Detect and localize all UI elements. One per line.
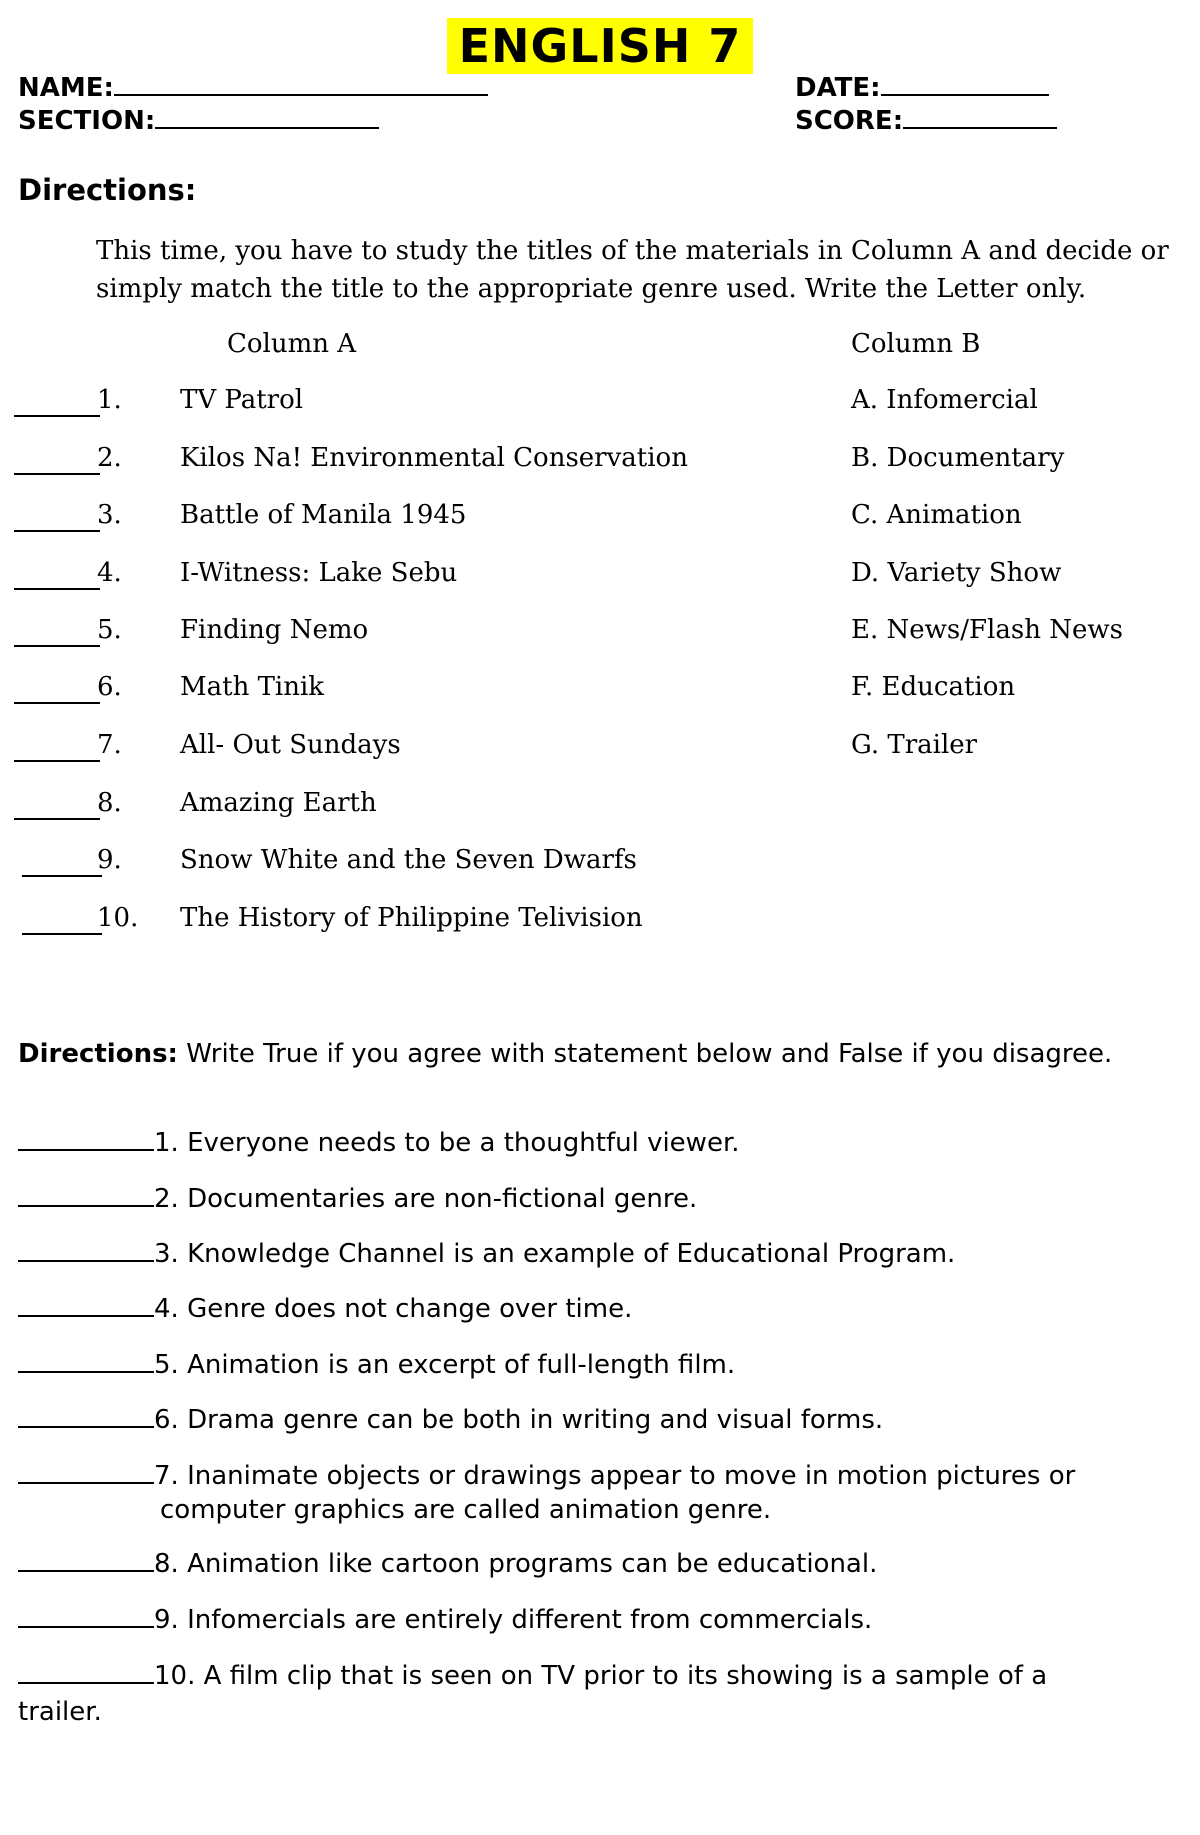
directions-text: This time, you have to study the titles of the materials in Column A and decide or simply match the title to the appropriate genre used. Write the Letter only. — [96, 236, 1169, 304]
answer-blank[interactable] — [14, 530, 100, 532]
answer-blank[interactable] — [18, 1658, 154, 1684]
true-false-item — [18, 1546, 1178, 1581]
matching-row — [0, 500, 1200, 540]
worksheet-title: ENGLISH 7 — [447, 18, 754, 74]
statement-text: 3. Knowledge Channel is an example of Educational Program. — [154, 1239, 956, 1269]
statement-continuation: trailer. — [18, 1697, 102, 1727]
item-number: 4. — [97, 558, 122, 588]
item-title: Snow White and the Seven Dwarfs — [180, 845, 637, 875]
answer-blank[interactable] — [18, 1125, 154, 1151]
item-number: 3. — [97, 500, 122, 530]
genre-option: F. Education — [851, 672, 1016, 702]
genre-option: A. Infomercial — [851, 385, 1038, 415]
genre-option: B. Documentary — [851, 443, 1065, 473]
true-false-item — [18, 1291, 1178, 1326]
answer-blank[interactable] — [14, 588, 100, 590]
item-number: 7. — [97, 730, 122, 760]
statement-text: 10. A film clip that is seen on TV prior to its showing is a sample of a — [154, 1661, 1048, 1691]
item-number: 10. — [97, 903, 139, 933]
item-title: I-Witness: Lake Sebu — [180, 558, 458, 588]
directions-label: Directions: — [18, 1039, 178, 1069]
genre-option: G. Trailer — [851, 730, 978, 760]
name-label: NAME: — [18, 73, 114, 103]
item-number: 2. — [97, 443, 122, 473]
answer-blank[interactable] — [14, 415, 100, 417]
answer-blank[interactable] — [22, 933, 102, 935]
item-title: Finding Nemo — [180, 615, 369, 645]
score-label: SCORE: — [795, 106, 904, 136]
genre-option: C. Animation — [851, 500, 1022, 530]
answer-blank[interactable] — [18, 1546, 154, 1572]
item-number: 1. — [97, 385, 122, 415]
answer-blank[interactable] — [18, 1458, 154, 1484]
true-false-item — [18, 1347, 1178, 1382]
answer-blank[interactable] — [18, 1291, 154, 1317]
matching-row — [0, 845, 1200, 885]
true-false-item — [18, 1602, 1178, 1637]
title-container — [0, 18, 1200, 74]
matching-row — [0, 788, 1200, 828]
answer-blank[interactable] — [22, 875, 102, 877]
answer-blank[interactable] — [14, 645, 100, 647]
true-false-item — [18, 1658, 1178, 1729]
statement-text: 9. Infomercials are entirely different from commercials. — [154, 1605, 873, 1635]
statement-text: 5. Animation is an excerpt of full-length film. — [154, 1350, 736, 1380]
statement-text: 2. Documentaries are non-fictional genre. — [154, 1184, 698, 1214]
statement-text: 7. Inanimate objects or drawings appear to move in motion pictures or — [154, 1461, 1076, 1491]
column-a-header: Column A — [227, 329, 357, 359]
answer-blank[interactable] — [14, 760, 100, 762]
true-false-item — [18, 1458, 1178, 1527]
item-title: Amazing Earth — [180, 788, 377, 818]
true-false-item — [18, 1236, 1178, 1271]
true-false-item — [18, 1181, 1178, 1216]
date-label: DATE: — [795, 73, 881, 103]
item-title: Math Tinik — [180, 672, 325, 702]
answer-blank[interactable] — [18, 1181, 154, 1207]
date-field — [795, 70, 1049, 103]
item-number: 6. — [97, 672, 122, 702]
column-b-header: Column B — [851, 329, 981, 359]
item-title: Kilos Na! Environmental Conservation — [180, 443, 688, 473]
statement-continuation: computer graphics are called animation genre. — [160, 1495, 772, 1525]
item-title: The History of Philippine Telivision — [180, 903, 643, 933]
answer-blank[interactable] — [14, 702, 100, 704]
answer-blank[interactable] — [14, 473, 100, 475]
true-false-instructions: Write True if you agree with statement below and False if you disagree. — [177, 1039, 1113, 1069]
statement-text: 4. Genre does not change over time. — [154, 1294, 633, 1324]
score-blank[interactable] — [903, 103, 1057, 129]
statement-text: 8. Animation like cartoon programs can be educational. — [154, 1549, 878, 1579]
matching-row — [0, 903, 1200, 943]
matching-row — [0, 615, 1200, 655]
item-title: Battle of Manila 1945 — [180, 500, 467, 530]
section-field — [18, 103, 379, 136]
genre-option: D. Variety Show — [851, 558, 1062, 588]
statement-text: 1. Everyone needs to be a thoughtful viewer. — [154, 1128, 740, 1158]
item-number: 5. — [97, 615, 122, 645]
section-label: SECTION: — [18, 106, 156, 136]
true-false-item — [18, 1125, 1178, 1160]
matching-row — [0, 730, 1200, 770]
matching-row — [0, 558, 1200, 598]
answer-blank[interactable] — [18, 1402, 154, 1428]
matching-row — [0, 443, 1200, 483]
item-title: TV Patrol — [180, 385, 304, 415]
matching-row — [0, 385, 1200, 425]
directions-heading: Directions: — [18, 173, 197, 207]
true-false-directions — [18, 1037, 1168, 1071]
true-false-item — [18, 1402, 1178, 1437]
section-blank[interactable] — [155, 103, 379, 129]
name-field — [18, 70, 488, 103]
name-blank[interactable] — [114, 70, 488, 96]
item-title: All- Out Sundays — [180, 730, 401, 760]
matching-row — [0, 672, 1200, 712]
item-number: 9. — [97, 845, 122, 875]
score-field — [795, 103, 1057, 136]
answer-blank[interactable] — [18, 1602, 154, 1628]
answer-blank[interactable] — [18, 1236, 154, 1262]
date-blank[interactable] — [881, 70, 1049, 96]
item-number: 8. — [97, 788, 122, 818]
statement-text: 6. Drama genre can be both in writing and visual forms. — [154, 1405, 884, 1435]
answer-blank[interactable] — [14, 818, 100, 820]
genre-option: E. News/Flash News — [851, 615, 1123, 645]
answer-blank[interactable] — [18, 1347, 154, 1373]
